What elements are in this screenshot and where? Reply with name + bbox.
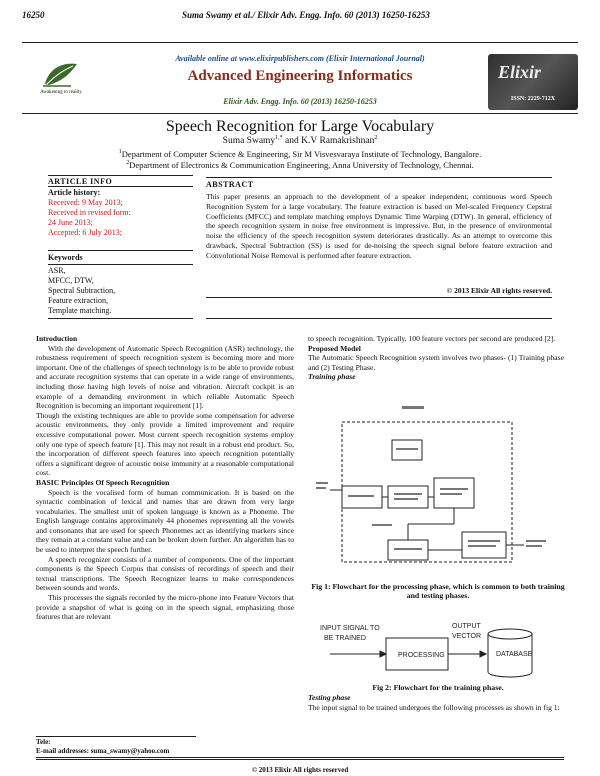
footer-rule-1 <box>36 757 564 758</box>
footer-rule-2 <box>36 759 564 760</box>
affiliation-1 <box>0 149 600 159</box>
elixir-brand-logo <box>488 54 578 110</box>
affiliation-2-text: Department of Electronics & Communication Engineering, Anna University of Technology, Chennai. <box>129 160 474 170</box>
section-heading-training: Training phase <box>308 372 356 382</box>
figure-1-caption: Fig 1: Flowchart for the processing phase, which is common to both training and testing phases. <box>311 582 565 600</box>
section-heading-testing: Testing phase <box>308 693 351 702</box>
fig2-label-process: PROCESSING <box>398 652 445 659</box>
abstract-rule-top <box>206 177 552 178</box>
intro-paragraph-2: Though the existing techniques are able to provide some compensation for adverse acoustic environments, they only provide a limited improvement and require excessive computational power. Most current speech recognition systems employ only one type of speech feature [1]. This may not result in a robust end product. So, the incorporation of different speech features into speech recognition potentially offers a significant degree of acoustic noise immunity at a reasonable computational cost. <box>36 410 294 478</box>
history-accepted: Accepted: 6 July 2013; <box>48 228 122 237</box>
fig2-database-top <box>488 629 532 639</box>
info-rule-top <box>48 175 193 176</box>
abstract-rule-end <box>206 318 552 319</box>
affiliation-1-text: Department of Computer Science & Engineering, Sir M Visvesvaraya Institute of Technology, Bangalore. <box>121 149 482 159</box>
author-2-sup: 2 <box>374 135 378 141</box>
paper-title: Speech Recognition for Large Vocabulary <box>165 118 435 135</box>
article-info-header: ARTICLE INFO <box>48 177 113 186</box>
history-received: Received: 9 May 2013; <box>48 198 123 207</box>
running-citation: Suma Swamy et al./ Elixir Adv. Engg. Info. 60 (2013) 16250-16253 <box>182 10 430 20</box>
keyword-5: Template matching. <box>48 306 112 315</box>
fig2-label-database: DATABASE <box>496 651 533 658</box>
header-rule-top <box>22 42 578 43</box>
basic-paragraph-1: Speech is the vocalised form of human communication. It is based on the syntactic combination of lexical and names that are drawn from very large vocabularies. The smallest unit of spoken language is known as a Phoneme. The English language contains approximately 44 phonemes representing all the vowels and consonants that are used for speech Phonemes act as identifying markers since they remain at a constant value and can be broken down further. An algorithm has to be used to interpret the speech further. <box>36 487 294 555</box>
proposed-paragraph-1: The Automatic Speech Recognition system involves two phases- (1) Training phase and (2) Testing Phase. <box>308 353 564 372</box>
abstract-text: This paper presents an approach to the development of a speaker independent, continuous word Speech Recognition System for a large vocabulary. The feature extraction is based on Mel-scaled Frequency Cepstral Coefficients (MFCC) and template matching employs Dynamic Time Warping (DTW). In general, efficiency of the speech recognition system in noise free environment is impressive. But, in the presence of environmental noise the efficiency of the speech recognition system deteriorates drastically. As an attempt to overcome this drawback, Spectral Subtraction (SS) is used for de-noising the speech signal before feature extraction and Convolutional Noise Removal is performed after feature extraction. <box>206 192 552 260</box>
fig2-label-output: OUTPUT <box>452 623 481 630</box>
paper-authors <box>0 135 600 146</box>
testing-section <box>308 693 564 712</box>
section-heading-introduction: Introduction <box>36 334 78 343</box>
info-rule-keywords <box>48 250 193 251</box>
brand-name: Elixir <box>498 62 542 82</box>
basic-paragraph-2: A speech recognizer consists of a number of components. One of the important components is the Speech Corpus that consists of recordings of speech and their textual transcriptions. The Speech Recognizer learns to make correspondences between sounds and words. <box>36 554 294 593</box>
footnote-rule <box>36 736 196 737</box>
figure-2-caption: Fig 2: Flowchart for the training phase. <box>372 683 504 692</box>
keywords <box>48 253 193 316</box>
keyword-1: ASR, <box>48 266 66 275</box>
keywords-label: Keywords <box>48 253 83 262</box>
footer-tele: Tele: <box>36 738 51 746</box>
history-revised: Received in revised form: <box>48 208 131 217</box>
fig1-box-sampling <box>388 486 428 508</box>
body-column-right <box>308 334 564 382</box>
page-number: 16250 <box>22 10 45 20</box>
fig2-label-input: INPUT SIGNAL TO <box>320 625 380 632</box>
history-revised-date: 24 June 2013; <box>48 218 93 227</box>
info-rule-bottom <box>48 318 193 319</box>
section-heading-proposed: Proposed Model <box>308 343 361 353</box>
affiliation-2-sup: 2 <box>126 160 130 167</box>
journal-citation: Elixir Adv. Engg. Info. 60 (2013) 16250-16253 <box>223 97 377 106</box>
author-1: Suma Swamy <box>222 136 276 147</box>
section-heading-basic: BASIC Principles Of Speech Recognition <box>36 477 170 487</box>
keyword-4: Feature extraction, <box>48 296 108 305</box>
journal-name: Advanced Engineering Informatics <box>187 68 413 84</box>
figure-1-flowchart <box>312 400 564 576</box>
author-1-sup: 1,* <box>275 135 283 141</box>
figure-2-flowchart <box>320 620 542 680</box>
history-label: Article history: <box>48 188 101 197</box>
abstract-copyright: © 2013 Elixir All rights reserved. <box>446 286 552 295</box>
available-online-line: Available online at www.elixirpublishers.com (Elixir International Journal) <box>175 54 425 63</box>
fig2-label-input2: BE TRAINED <box>324 635 366 642</box>
footer-email: E-mail addresses: suma_swamy@yahoo.com <box>36 747 170 755</box>
col2-paragraph-1: to speech recognition. Typically, 100 feature vectors per second are produced [2]. <box>308 334 556 343</box>
affiliation-1-sup: 1 <box>118 149 122 156</box>
testing-paragraph-1: The input signal to be trained undergoes the following processes as shown in fig 1: <box>308 702 560 712</box>
info-rule-mid <box>48 186 193 187</box>
keyword-3: Spectral Subtraction, <box>48 286 116 295</box>
author-2: and K.V Ramakrishnan <box>282 136 375 147</box>
header-rule-bottom <box>22 113 578 114</box>
abstract-rule-bottom <box>206 297 552 298</box>
keywords-rule <box>48 264 193 265</box>
issn-label: ISSN: 2229-712X <box>510 96 556 102</box>
article-history <box>48 188 193 238</box>
abstract-header: ABSTRACT <box>206 180 254 189</box>
fig1-label-input <box>348 495 374 497</box>
body-column-left <box>36 334 294 622</box>
intro-paragraph-1: With the development of Automatic Speech Recognition (ASR) technology, the robustness requirement of speech recognition system is becoming more and more important. One of the challenges of speech technology is to be able to provide robust and accurate recognition systems that can operate in a wide range of environments, including those having high levels of noise and vibration. Aircraft cockpit is an example of a demanding environment in which reliable Automatic Speech Recognition is becoming an important requirement [1]. <box>36 343 294 411</box>
logo-caption: Awakening to reality <box>40 90 82 95</box>
footer-copyright: © 2013 Elixir All rights reserved <box>251 766 349 774</box>
keyword-2: MFCC, DTW, <box>48 276 94 285</box>
fig2-label-output2: VECTOR <box>452 633 482 640</box>
fig1-label-top <box>402 406 424 409</box>
affiliation-2 <box>0 160 600 170</box>
basic-paragraph-3: This processes the signals recorded by the micro-phone into Feature Vectors that provide a snapshot of what is going on in the speech signal, emphasizing those features that are relevant <box>36 593 294 622</box>
